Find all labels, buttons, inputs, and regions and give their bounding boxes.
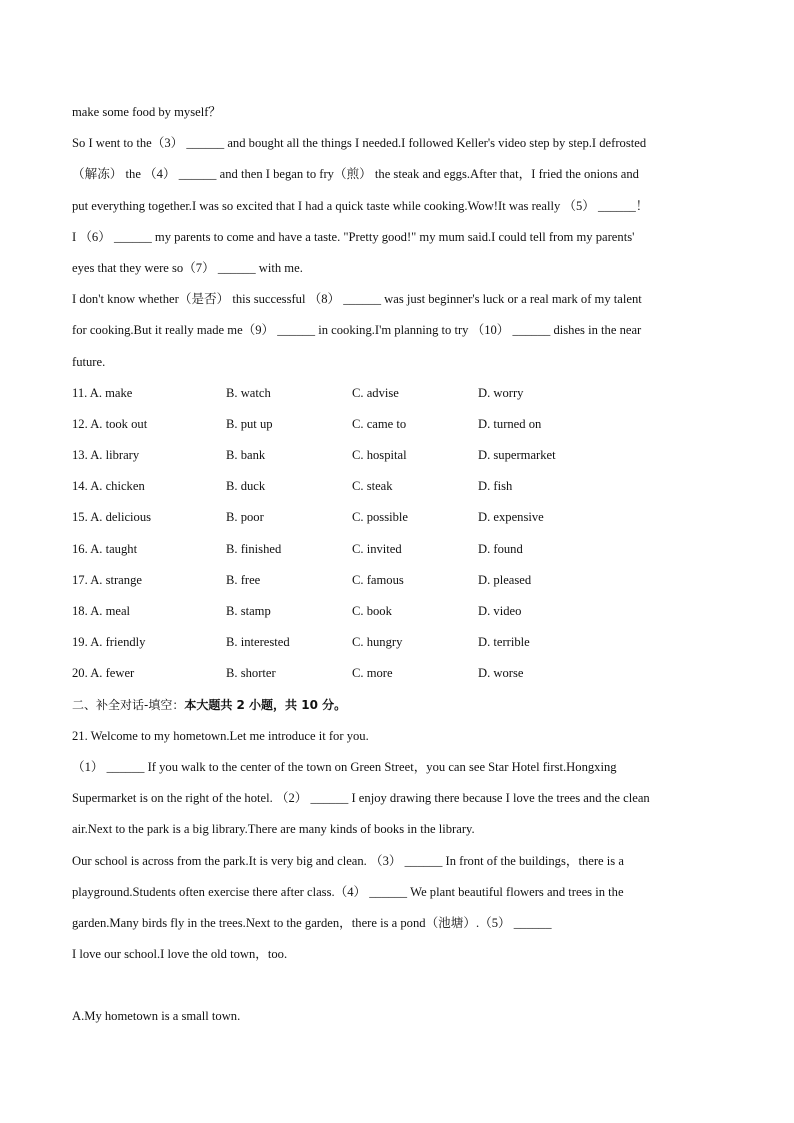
option-a: 14. A. chicken	[72, 479, 145, 494]
option-a: 17. A. strange	[72, 572, 142, 587]
question-row	[72, 411, 722, 442]
dialogue-line: air.Next to the park is a big library.There are many kinds of books in the library.	[72, 822, 475, 837]
question-row	[72, 660, 722, 691]
option-c: C. hungry	[352, 635, 403, 650]
option-c: C. hospital	[352, 448, 407, 463]
option-a: 16. A. taught	[72, 541, 138, 556]
question-row	[72, 442, 722, 473]
passage-line: future.	[72, 354, 106, 369]
document-page	[72, 99, 722, 1034]
option-d: D. found	[478, 541, 523, 556]
option-c: C. book	[352, 604, 392, 618]
option-b: B. free	[226, 572, 261, 587]
option-c: C. advise	[352, 385, 399, 400]
option-a: 12. A. took out	[72, 416, 148, 431]
question-row	[72, 380, 722, 411]
option-c: C. famous	[352, 572, 404, 587]
passage-line: I （6） ______ my parents to come and have a taste. "Pretty good!" my mum said.I could tell from my parents'	[72, 229, 635, 244]
dialogue-line: （1） ______ If you walk to the center of the town on Green Street，you can see Star Hotel first.Hongxing	[72, 759, 617, 774]
question-row	[72, 473, 722, 504]
option-b: B. bank	[226, 448, 266, 463]
dialogue-option: A.My hometown is a small town.	[72, 1009, 241, 1024]
option-b: B. duck	[226, 479, 266, 494]
option-b: B. interested	[226, 635, 290, 650]
question-row	[72, 536, 722, 567]
option-c: C. steak	[352, 479, 393, 494]
question-row	[72, 567, 722, 598]
option-c: C. more	[352, 666, 393, 681]
option-d: D. expensive	[478, 510, 544, 525]
option-c: C. came to	[352, 416, 407, 431]
option-b: B. poor	[226, 510, 264, 525]
passage-line: So I went to the（3） ______ and bought all the things I needed.I followed Keller's video step by step.I defrosted	[72, 136, 647, 151]
option-a: 18. A. meal	[72, 604, 131, 618]
option-c: C. possible	[352, 510, 408, 525]
option-d: D. terrible	[478, 635, 530, 650]
dialogue-line: Our school is across from the park.It is very big and clean. （3） ______ In front of the buildings，there is a	[72, 853, 624, 868]
option-d: D. fish	[478, 479, 513, 494]
option-b: B. stamp	[226, 604, 271, 618]
section-points: 本大题共 2 小题，共 10 分。	[184, 697, 347, 712]
dialogue-line: 21. Welcome to my hometown.Let me introduce it for you.	[72, 728, 369, 743]
option-b: B. finished	[226, 541, 282, 556]
dialogue-line: garden.Many birds fly in the trees.Next to the garden，there is a pond（池塘）.（5） ______	[72, 915, 552, 930]
passage-line: make some food by myself？	[72, 105, 221, 119]
dialogue-line: Supermarket is on the right of the hotel. （2） ______ I enjoy drawing there because I love the trees and the clean	[72, 791, 650, 806]
question-options	[72, 380, 722, 692]
spacer	[72, 972, 722, 1003]
option-b: B. shorter	[226, 666, 276, 681]
option-d: D. supermarket	[478, 448, 556, 463]
option-c: C. invited	[352, 541, 402, 556]
dialogue	[72, 723, 722, 1035]
question-row	[72, 504, 722, 535]
section-heading	[72, 692, 722, 723]
passage	[72, 99, 722, 380]
section-prefix: 二、补全对话-填空：	[72, 697, 185, 712]
option-d: D. turned on	[478, 416, 542, 431]
passage-line: put everything together.I was so excited that I had a quick taste while cooking.Wow!It was really （5） ______！	[72, 198, 649, 213]
option-b: B. put up	[226, 416, 273, 431]
option-d: D. pleased	[478, 572, 532, 587]
passage-line: I don't know whether（是否） this successful （8） ______ was just beginner's luck or a real mark of my talent	[72, 292, 642, 307]
dialogue-line: playground.Students often exercise there after class.（4） ______ We plant beautiful flowers and trees in the	[72, 884, 624, 899]
dialogue-line: I love our school.I love the old town，too.	[72, 947, 288, 962]
passage-line: eyes that they were so（7） ______ with me.	[72, 260, 303, 275]
option-a: 20. A. fewer	[72, 666, 135, 681]
option-d: D. worry	[478, 385, 524, 400]
option-d: D. video	[478, 604, 522, 618]
option-d: D. worse	[478, 666, 524, 681]
option-b: B. watch	[226, 385, 271, 400]
passage-line: for cooking.But it really made me（9） ______ in cooking.I'm planning to try （10） ______ dishes in the near	[72, 323, 642, 338]
option-a: 15. A. delicious	[72, 510, 152, 525]
question-row	[72, 598, 722, 629]
passage-line: （解冻） the （4） ______ and then I began to fry（煎） the steak and eggs.After that，I fried the onions and	[72, 167, 639, 182]
question-row	[72, 629, 722, 660]
option-a: 13. A. library	[72, 448, 140, 463]
option-a: 19. A. friendly	[72, 635, 146, 650]
option-a: 11. A. make	[72, 385, 133, 400]
